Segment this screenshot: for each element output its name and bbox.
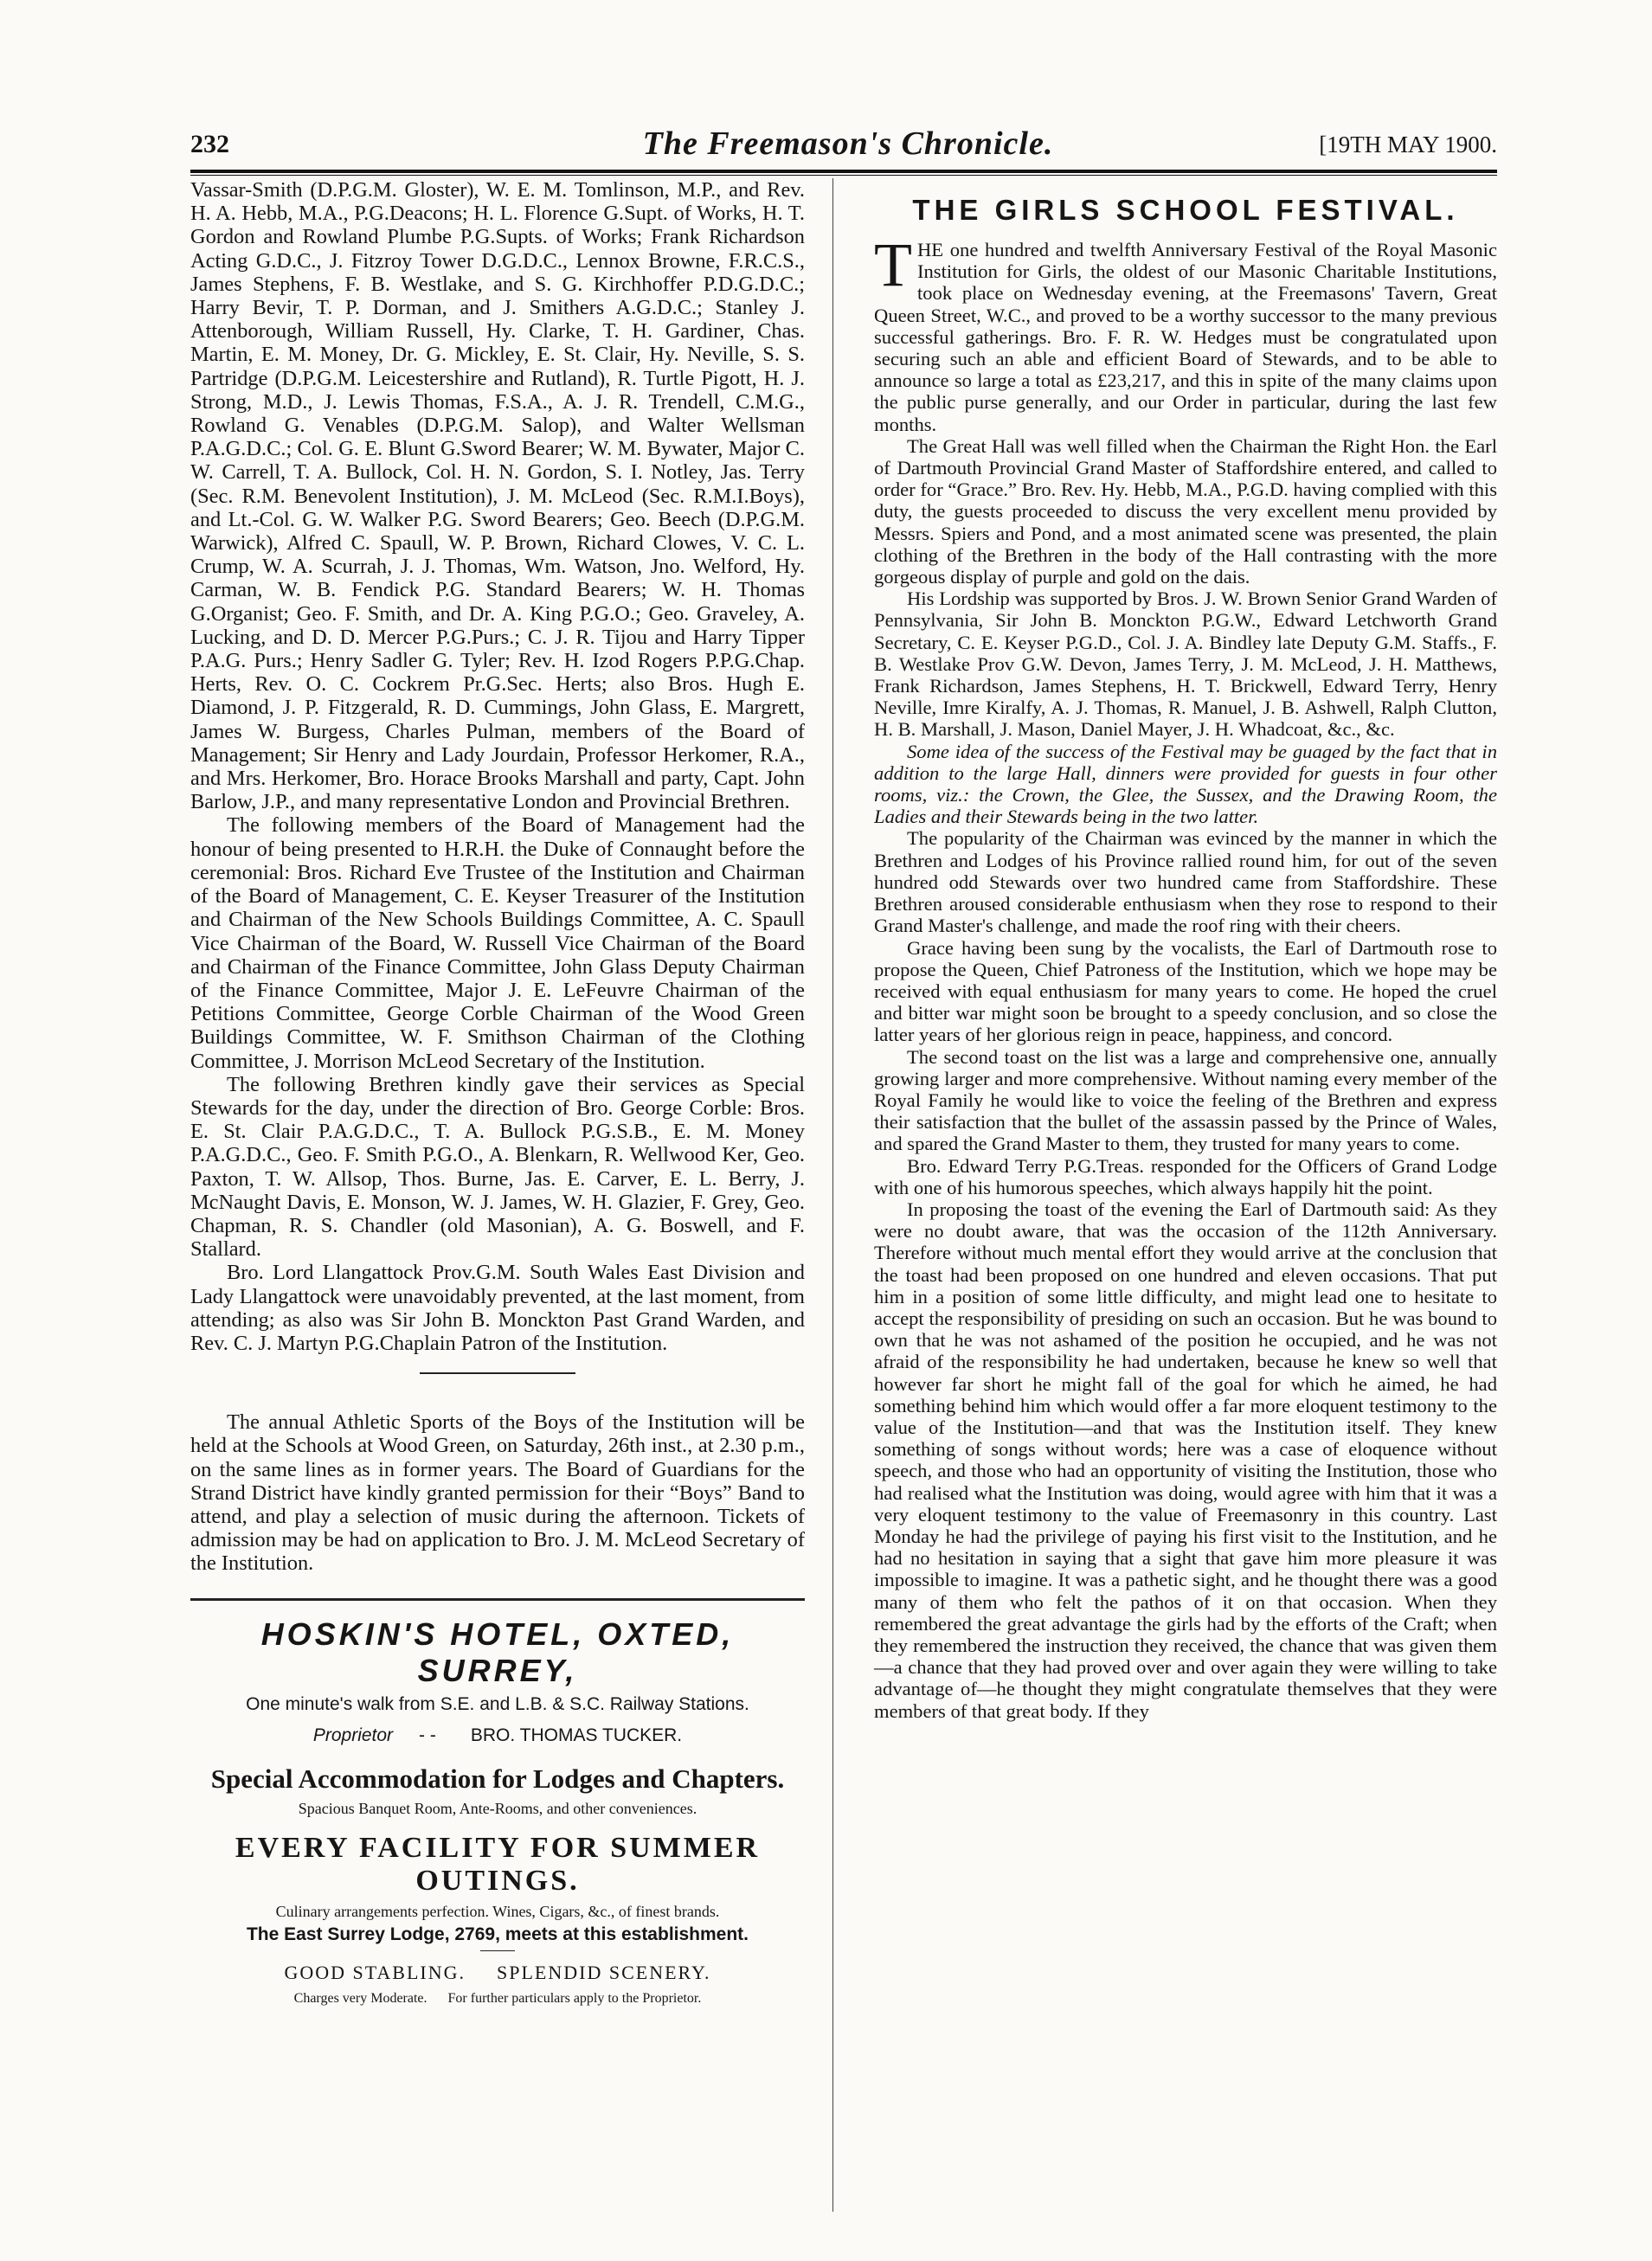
stabling-line: [190, 1962, 805, 1984]
lodge-note: The East Surrey Lodge, 2769, meets at this establishment.: [246, 1924, 749, 1944]
lead-text: HE one hundred and twelfth Anniversary Festival of the Royal Masonic Institution for Girls, the oldest of our Masonic Charitable Institutions, took place on Wednesday evening, at the Freemasons' Tavern, Great Queen Street, W.C., and proved to be a worthy successor to the many previous successful gatherings. Bro. F. R. W. Hedges must be congratulated upon securing such an able and efficient Board of Stewards, and to be able to announce so large a total as £23,217, and this in spite of the many claims upon the public purse generally, and our Order in particular, during the last few months.: [874, 239, 1497, 435]
grand-lodge-paragraph: Bro. Edward Terry P.G.Treas. responded for the Officers of Grand Lodge with one of his humorous speeches, which always happily hit the point.: [874, 1154, 1497, 1198]
hotel-name: HOSKIN'S HOTEL, OXTED, SURREY,: [260, 1615, 735, 1688]
proprietor-separator: - -: [419, 1725, 436, 1745]
toast-of-evening-paragraph: In proposing the toast of the evening the Earl of Dartmouth said: As they were no doubt aware, that was the occasion of the 112th Anniversary. Therefore without much mental effort they would arrive at the conclusion that the toast had been proposed on one hundred and eleven occasions. That put him in a position of some little difficulty, and might lead one to hesitate to accept the responsibility of presiding on such an occasion. But he was bound to own that he was not ashamed of the position he occupied, and he was not afraid of the responsibility he had undertaken, because he knew so well that however far short he might fall of the goal for which he aimed, he had something behind him which would offer a far more eloquent testimony to the value of the Institution—and that was the Institution itself. They knew something of songs without words; here was a case of eloquence without speech, and those who had an opportunity of visiting the Institution, those who had realised what the Institution was doing, would agree with him that it was a very eloquent testimony to the value of Freemasonry in this country. Last Monday he had the privilege of paying his first visit to the Institution, and he had no hesitation in saying that a sight that gave him more pleasure it was impossible to imagine. It was a pathetic sight, and he thought there was a good many of them who felt the pathos of it on that occasion. When they remembered the great advantage the girls had by the efforts of the Craft; when they remembered the instruction they received, the chance that was given them—a chance that they had proved over and over again they were willing to take advantage of—he thought they might congratulate themselves that they were members of that great body. If they: [874, 1198, 1497, 1722]
board-presentation-paragraph: The following members of the Board of Management had the honour of being presented to H.R.H. the Duke of Connaught before the ceremonial: Bros. Richard Eve Trustee of the Institution and Chairman of the Board of Management, C. E. Keyser Treasurer of the Institution and Chairman of the New Schools Buildings Committee, A. C. Spaull Vice Chairman of the Board, W. Russell Vice Chairman of the Board and Chairman of the Finance Committee, John Glass Deputy Chairman of the Finance Committee, Major J. E. LeFeuvre Chairman of the Petitions Committee, George Corble Chairman of the Wood Green Buildings Committee, W. F. Smithson Chairman of the Clothing Committee, J. Morrison McLeod Secretary of the Institution.: [190, 813, 805, 1073]
section-divider: [420, 1372, 575, 1374]
culinary-note: Culinary arrangements perfection. Wines, Cigars, &c., of finest brands.: [275, 1902, 720, 1920]
left-column: [190, 178, 805, 2007]
drop-cap: T: [874, 230, 912, 299]
good-stabling: GOOD STABLING.: [284, 1961, 466, 1983]
rooms-paragraph: [874, 741, 1497, 828]
athletic-sports-paragraph: The annual Athletic Sports of the Boys of the Institution will be held at the Schools at Wood Green, on Saturday, 26th inst., at 2.30 p.m., on the same lines as in former years. The Board of Guardians for the Strand District have kindly granted permission for their “Boys” Band to attend, and play a selection of music during the afternoon. Tickets of admission may be had on application to Bro. J. M. McLeod Secretary of the Institution.: [190, 1410, 805, 1576]
further-particulars: For further particulars apply to the Proprietor.: [447, 1990, 702, 2006]
lead-paragraph: [874, 230, 1497, 435]
column-divider: [832, 178, 833, 2212]
supporters-paragraph: His Lordship was supported by Bros. J. W. Brown Senior Grand Warden of Pennsylvania, Sir John B. Monckton P.G.W., Edward Letchworth Grand Secretary, C. E. Keyser P.G.D., Col. J. A. Bindley late Deputy G.M. Staffs., F. B. Westlake Prov G.W. Devon, James Terry, J. M. McLeod, J. H. Matthews, Frank Richardson, James Stephens, H. T. Brickwell, Edward Terry, Henry Neville, Imre Kiralfy, A. J. Thomas, R. Manuel, J. B. Ashwell, Ralph Clutton, H. B. Marshall, J. Mason, Daniel Mayer, J. H. Whadcoat, &c., &c.: [874, 588, 1497, 741]
grace-paragraph: Grace having been sung by the vocalists, the Earl of Dartmouth rose to propose the Queen, Chief Patroness of the Institution, which we hope may be received with equal enthusiasm for many years to come. He hoped the cruel and bitter war might soon be brought to a speedy conclusion, and so close the latter years of her glorious reign in peace, happiness, and concord.: [874, 936, 1497, 1046]
charges-moderate: Charges very Moderate.: [293, 1990, 427, 2006]
page-header: [190, 125, 1497, 166]
popularity-paragraph: The popularity of the Chairman was evinced by the manner in which the Brethren and Lodges of his Province rallied round him, for out of the seven hundred odd Stewards over two hundred came from Staffordshire. These Brethren aroused considerable enthusiasm when they rose to respond to their Grand Master's challenge, and made the roof ring with their cheers.: [874, 827, 1497, 937]
proprietor-name: BRO. THOMAS TUCKER.: [470, 1725, 683, 1745]
advertisement-rule: [190, 1598, 805, 1601]
splendid-scenery: SPLENDID SCENERY.: [497, 1961, 711, 1983]
hotel-location: One minute's walk from S.E. and L.B. & S.C. Railway Stations.: [246, 1693, 749, 1714]
second-toast-paragraph: The second toast on the list was a large and comprehensive one, annually growing larger and more comprehensive. Without naming every member of the Royal Family he would like to voice the feeling of the Brethren and express their satisfaction that the bullet of the assassin passed by the Prince of Wales, and spared the Grand Master to them, they trusted for many years to come.: [874, 1045, 1497, 1155]
guest-list-paragraph: Vassar-Smith (D.P.G.M. Gloster), W. E. M. Tomlinson, M.P., and Rev. H. A. Hebb, M.A., P.G.Deacons; H. L. Florence G.Supt. of Works, H. T. Gordon and Rowland Plumbe P.G.Supts. of Works; Frank Richardson Acting G.D.C., J. Fitzroy Tower D.G.D.C., Lennox Browne, F.R.C.S., James Stephens, F. B. Westlake, and S. G. Kirchhoffer P.D.G.D.C.; Harry Bevir, T. P. Dorman, and J. Smithers A.G.D.C.; Stanley J. Attenborough, William Russell, Hy. Clarke, T. H. Gardiner, Chas. Martin, E. M. Money, Dr. G. Mickley, E. St. Clair, Hy. Neville, S. S. Partridge (D.P.G.M. Leicestershire and Rutland), R. Turtle Pigott, H. J. Strong, M.D., J. Lewis Thomas, F.S.A., A. J. R. Trendell, C.M.G., Rowland G. Venables (D.P.G.M. Salop), and Walter Wellsman P.A.G.D.C.; Col. G. E. Blunt G.Sword Bearer; W. M. Bywater, Major C. W. Carrell, T. A. Bullock, Col. H. N. Gordon, S. I. Notley, Jas. Terry (Sec. R.M. Benevolent Institution), J. M. McLeod (Sec. R.M.I.Boys), and Lt.-Col. G. W. Walker P.G. Sword Bearers; Geo. Beech (D.P.G.M. Warwick), Alfred C. Spaull, W. P. Brown, Richard Clowes, V. C. L. Crump, W. A. Scurrah, J. J. Thomas, Wm. Watson, Jno. Welford, Hy. Carman, W. B. Fendick P.G. Standard Bearers; W. H. Thomas G.Organist; Geo. F. Smith, and Dr. A. King P.G.O.; Geo. Graveley, A. Lucking, and D. D. Mercer P.G.Purs.; C. J. R. Tijou and Harry Tipper P.A.G. Purs.; Henry Sadler G. Tyler; Rev. H. Izod Rogers P.P.G.Chap. Herts, Rev. O. C. Cockrem Pr.G.Sec. Herts; also Bros. Hugh E. Diamond, J. P. Fitzgerald, R. D. Cummings, John Glass, E. Margrett, James W. Burgess, Charles Pulman, members of the Board of Management; Sir Henry and Lady Jourdain, Professor Herkomer, R.A., and Mrs. Herkomer, Bro. Horace Brooks Marshall and party, Capt. John Barlow, J.P., and many representative London and Provincial Brethren.: [190, 178, 805, 814]
proprietor-line: [190, 1725, 805, 1746]
ad-divider: [480, 1950, 515, 1951]
special-accommodation: Special Accommodation for Lodges and Chapters.: [210, 1763, 785, 1794]
issue-date: [19TH MAY 1900.: [1319, 132, 1497, 157]
page-number: 232: [190, 130, 229, 158]
rooms-text: Some idea of the success of the Festival may be guaged by the fact that in addition to the large Hall, dinners were provided for guests in four other rooms, viz.: the Crown, the Glee, the Sussex, and the Drawing Room, the Ladies and their Stewards being in the two latter.: [874, 740, 1497, 828]
proprietor-label: Proprietor: [312, 1725, 394, 1745]
charges-line: [190, 1991, 805, 2007]
special-stewards-paragraph: The following Brethren kindly gave their services as Special Stewards for the day, under the direction of Bro. George Corble: Bros. E. St. Clair P.A.G.D.C., T. A. Bullock P.G.S.B., E. M. Money P.A.G.D.C., Geo. F. Smith P.G.O., A. Blenkarn, R. Wellwood Ker, Geo. Paxton, T. W. Allsop, Thos. Burne, Jas. E. Carver, E. L. Berry, J. McNaught Davis, E. Monson, W. J. James, W. H. Glazier, F. Grey, Geo. Chapman, R. S. Chandler (old Masonian), A. G. Boswell, and F. Stallard.: [190, 1072, 805, 1262]
hotel-advertisement: [190, 1616, 805, 2007]
right-column: [874, 178, 1497, 1722]
journal-title: The Freemason's Chronicle.: [642, 125, 1054, 162]
spacious-rooms: Spacious Banquet Room, Ante-Rooms, and other conveniences.: [298, 1799, 697, 1817]
summer-outings: EVERY FACILITY FOR SUMMER OUTINGS.: [235, 1831, 761, 1897]
apologies-paragraph: Bro. Lord Llangattock Prov.G.M. South Wales East Division and Lady Llangattock were unavoidably prevented, at the last moment, from attending; as also was Sir John B. Monckton Past Grand Warden, and Rev. C. J. Martyn P.G.Chaplain Patron of the Institution.: [190, 1261, 805, 1355]
article-title: THE GIRLS SCHOOL FESTIVAL.: [912, 194, 1459, 226]
great-hall-paragraph: The Great Hall was well filled when the Chairman the Right Hon. the Earl of Dartmouth Provincial Grand Master of Staffordshire entered, and called to order for “Grace.” Bro. Rev. Hy. Hebb, M.A., P.G.D. having complied with this duty, the guests proceeded to discuss the very excellent menu provided by Messrs. Spiers and Pond, and a most animated scene was presented, the plain clothing of the Brethren in the body of the Hall contrasting with the more gorgeous display of purple and gold on the dais.: [874, 434, 1497, 588]
header-rule: [190, 170, 1497, 176]
